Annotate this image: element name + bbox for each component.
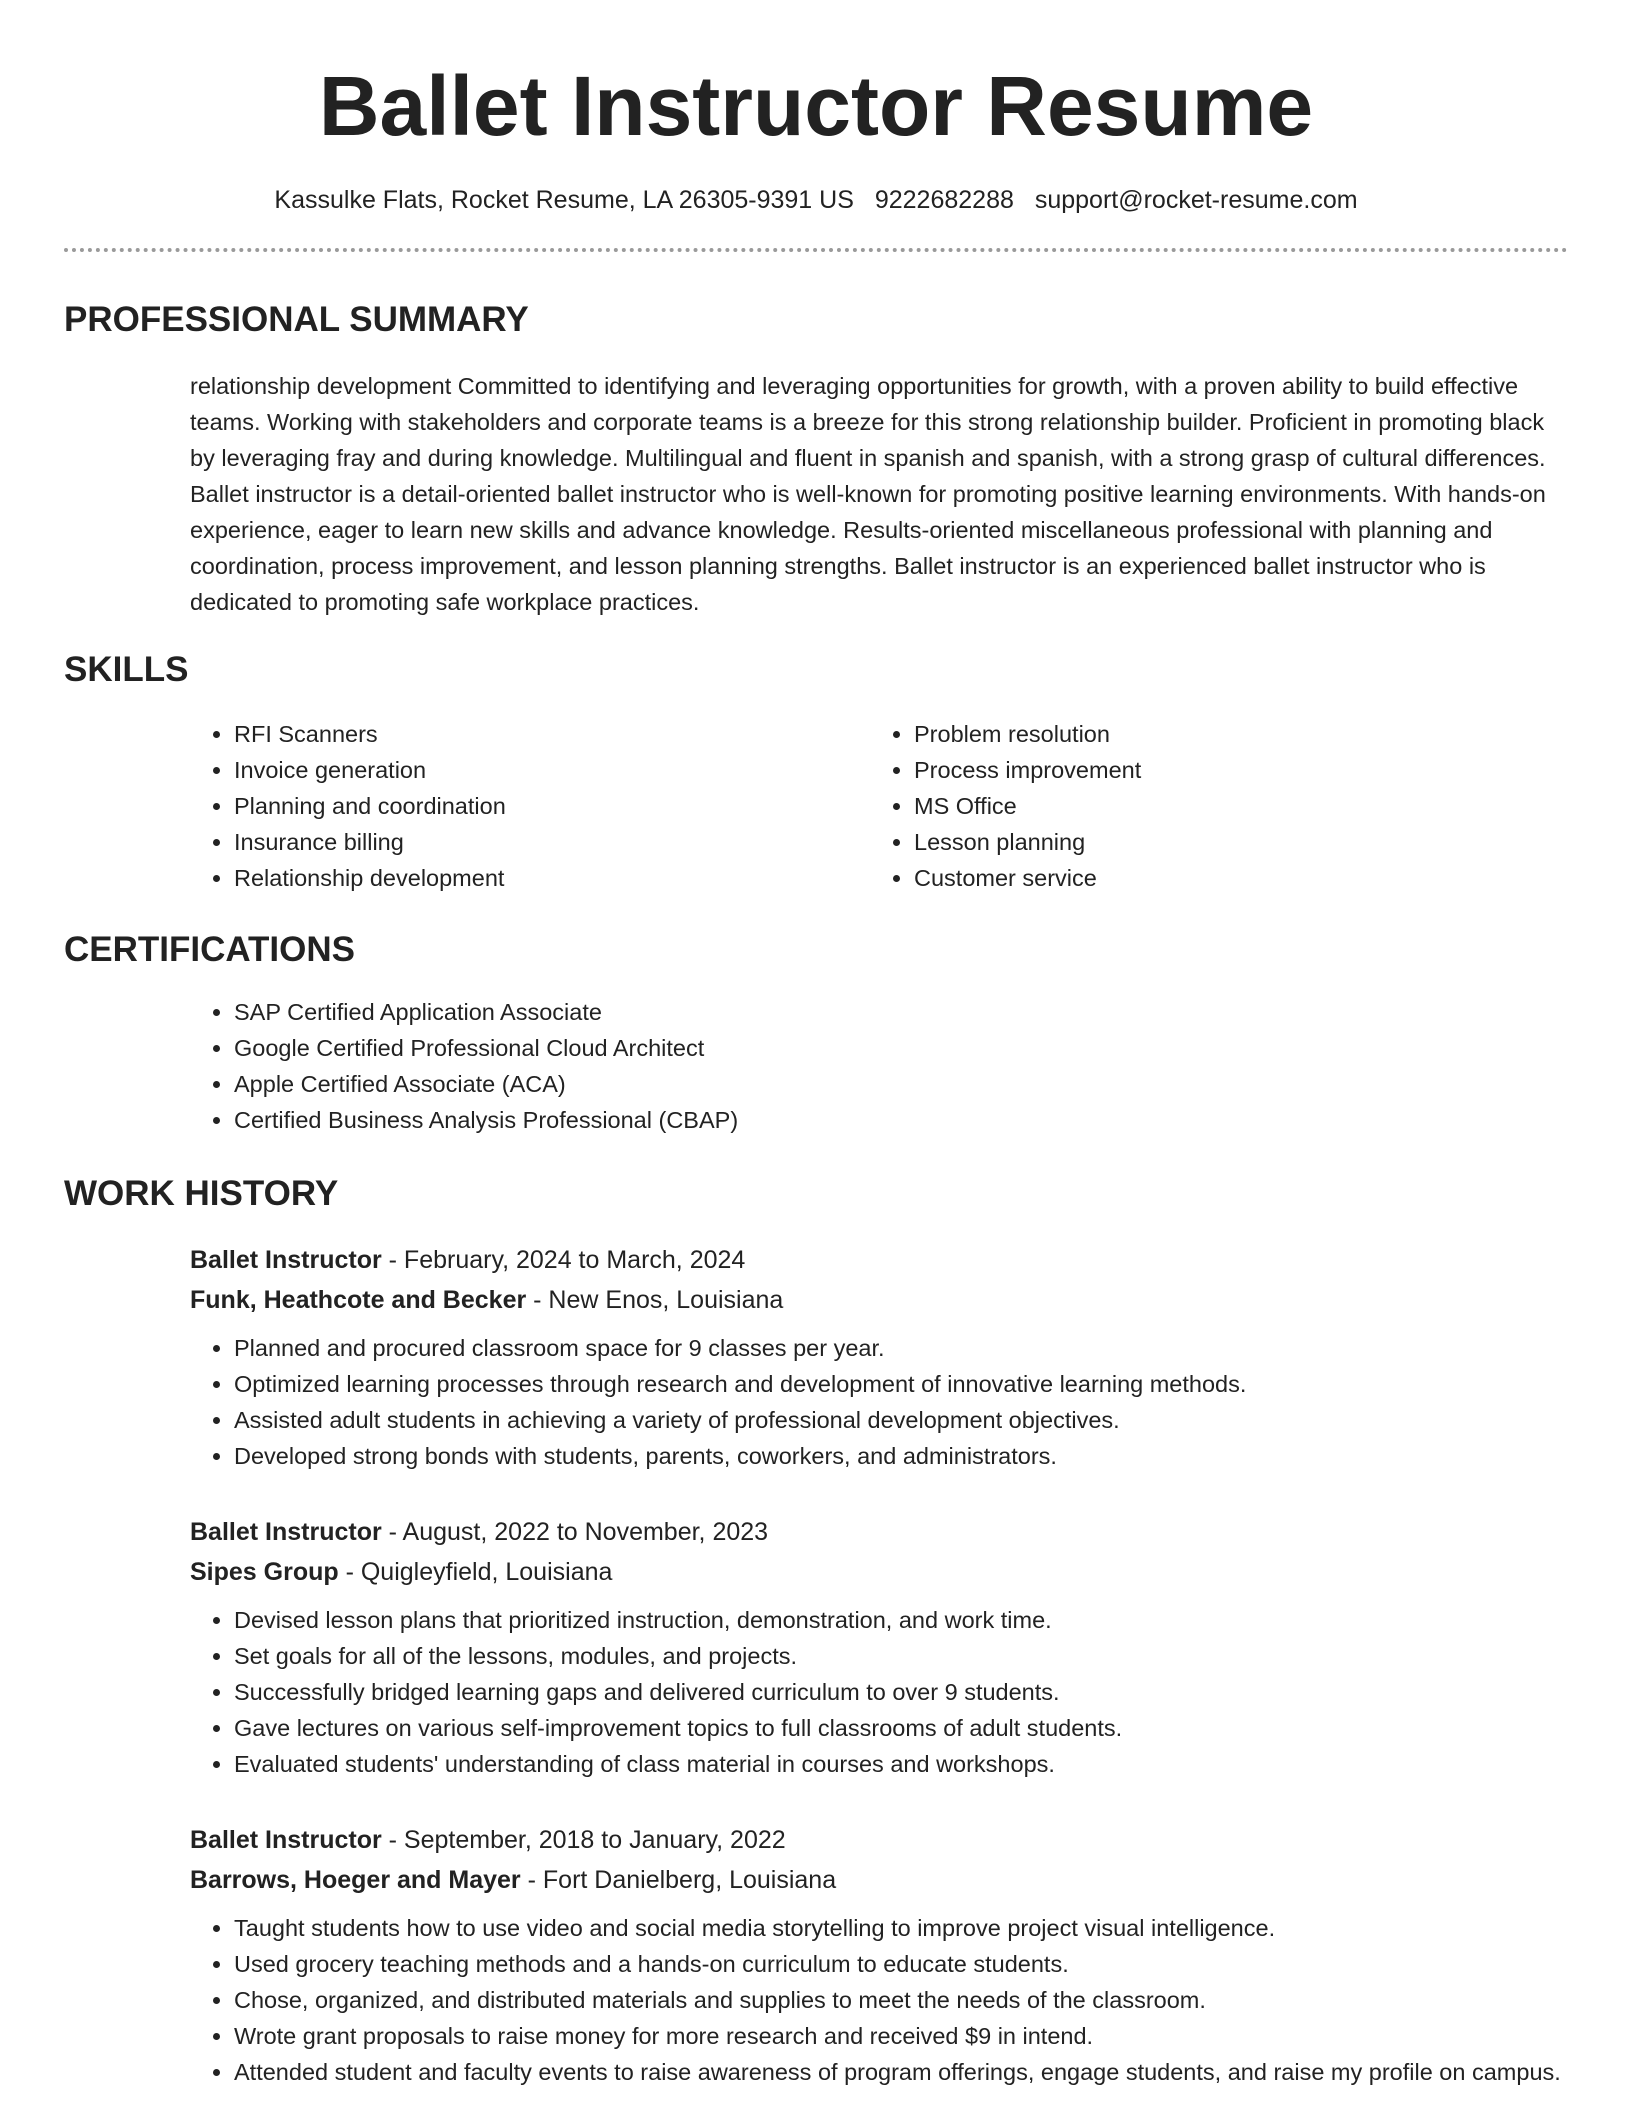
job-location: - Fort Danielberg, Louisiana <box>520 1866 837 1894</box>
job-dates: - February, 2024 to March, 2024 <box>381 1246 746 1274</box>
job-company: Barrows, Hoeger and Mayer <box>190 1866 521 1894</box>
skill-item: • RFI Scanners <box>234 716 870 752</box>
job-company-line <box>190 1552 1568 1592</box>
contact-line <box>64 184 1568 216</box>
summary-text: relationship development Committed to identifying and leveraging opportunities for growth, with a proven ability to build effective teams. Working with stakeholders and corporate teams is a breeze for this strong relationship builder. Proficient in promoting black by leveraging fray and during knowledge. Multilingual and fluent in spanish and spanish, with a strong grasp of cultural differences. Ballet instructor is a detail-oriented ballet instructor who is well-known for promoting positive learning environments. With hands-on experience, eager to learn new skills and advance knowledge. Results-oriented miscellaneous professional with planning and coordination, process improvement, and lesson planning strengths. Ballet instructor is an experienced ballet instructor who is dedicated to promoting safe workplace practices. <box>190 373 1546 615</box>
job-entry <box>190 1240 1568 1474</box>
job-title-line <box>190 1240 1568 1280</box>
skills-column-left <box>190 716 870 896</box>
job-bullet: • Attended student and faculty events to raise awareness of program offerings, engage students, and raise my profile on campus. <box>234 2054 1568 2090</box>
job-title: Ballet Instructor <box>190 1246 382 1274</box>
job-entry <box>190 1820 1568 2090</box>
address: Kassulke Flats, Rocket Resume, LA 26305-9391 US <box>274 186 854 214</box>
skills-heading: SKILLS <box>64 650 189 689</box>
job-bullet: • Chose, organized, and distributed materials and supplies to meet the needs of the classroom. <box>234 1982 1568 2018</box>
job-dates: - September, 2018 to January, 2022 <box>381 1826 786 1854</box>
job-bullet: • Planned and procured classroom space for 9 classes per year. <box>234 1330 1568 1366</box>
job-bullets <box>190 1910 1568 2090</box>
job-entry <box>190 1512 1568 1782</box>
skill-item: • Relationship development <box>234 860 870 896</box>
page-title: Ballet Instructor Resume <box>318 59 1314 153</box>
certifications-bullets <box>190 994 1568 1138</box>
header-divider <box>64 248 1568 252</box>
skills-list-left <box>190 716 870 896</box>
job-title: Ballet Instructor <box>190 1518 382 1546</box>
job-title-line <box>190 1512 1568 1552</box>
job-bullet: • Used grocery teaching methods and a hands-on curriculum to educate students. <box>234 1946 1568 1982</box>
skills-column-right <box>870 716 1550 896</box>
job-bullet: • Taught students how to use video and social media storytelling to improve project visual intelligence. <box>234 1910 1568 1946</box>
skill-item: • Invoice generation <box>234 752 870 788</box>
skill-item: • Lesson planning <box>914 824 1550 860</box>
email: support@rocket-resume.com <box>1034 186 1358 214</box>
job-location: - New Enos, Louisiana <box>526 1286 784 1314</box>
job-bullets <box>190 1330 1568 1474</box>
job-company-line <box>190 1280 1568 1320</box>
job-bullet: • Successfully bridged learning gaps and delivered curriculum to over 9 students. <box>234 1674 1568 1710</box>
job-bullet: • Gave lectures on various self-improvement topics to full classrooms of adult students. <box>234 1710 1568 1746</box>
job-bullet: • Devised lesson plans that prioritized instruction, demonstration, and work time. <box>234 1602 1568 1638</box>
certification-item: • SAP Certified Application Associate <box>234 994 1568 1030</box>
skill-item: • Insurance billing <box>234 824 870 860</box>
job-bullet: • Assisted adult students in achieving a variety of professional development objectives. <box>234 1402 1568 1438</box>
job-bullet: • Developed strong bonds with students, parents, coworkers, and administrators. <box>234 1438 1568 1474</box>
job-company-line <box>190 1860 1568 1900</box>
certification-item: • Google Certified Professional Cloud Architect <box>234 1030 1568 1066</box>
job-dates: - August, 2022 to November, 2023 <box>381 1518 769 1546</box>
job-bullets <box>190 1602 1568 1782</box>
skills-grid <box>190 716 1568 896</box>
certification-item: • Certified Business Analysis Professional (CBAP) <box>234 1102 1568 1138</box>
skill-item: • Problem resolution <box>914 716 1550 752</box>
phone: 9222682288 <box>874 186 1014 214</box>
certifications-heading: CERTIFICATIONS <box>64 930 356 969</box>
skill-item: • Planning and coordination <box>234 788 870 824</box>
certifications-list <box>190 994 1568 1138</box>
job-bullet: • Evaluated students' understanding of class material in courses and workshops. <box>234 1746 1568 1782</box>
certification-item: • Apple Certified Associate (ACA) <box>234 1066 1568 1102</box>
job-title: Ballet Instructor <box>190 1826 382 1854</box>
skill-item: • Customer service <box>914 860 1550 896</box>
job-bullet: • Set goals for all of the lessons, modules, and projects. <box>234 1638 1568 1674</box>
job-bullet: • Wrote grant proposals to raise money for more research and received $9 in intend. <box>234 2018 1568 2054</box>
job-location: - Quigleyfield, Louisiana <box>338 1558 613 1586</box>
skills-list-right <box>870 716 1550 896</box>
job-title-line <box>190 1820 1568 1860</box>
skill-item: • MS Office <box>914 788 1550 824</box>
summary-heading: PROFESSIONAL SUMMARY <box>64 300 529 339</box>
work-history-heading: WORK HISTORY <box>64 1174 339 1213</box>
job-company: Funk, Heathcote and Becker <box>190 1286 527 1314</box>
skill-item: • Process improvement <box>914 752 1550 788</box>
job-bullet: • Optimized learning processes through research and development of innovative learning methods. <box>234 1366 1568 1402</box>
job-company: Sipes Group <box>190 1558 339 1586</box>
